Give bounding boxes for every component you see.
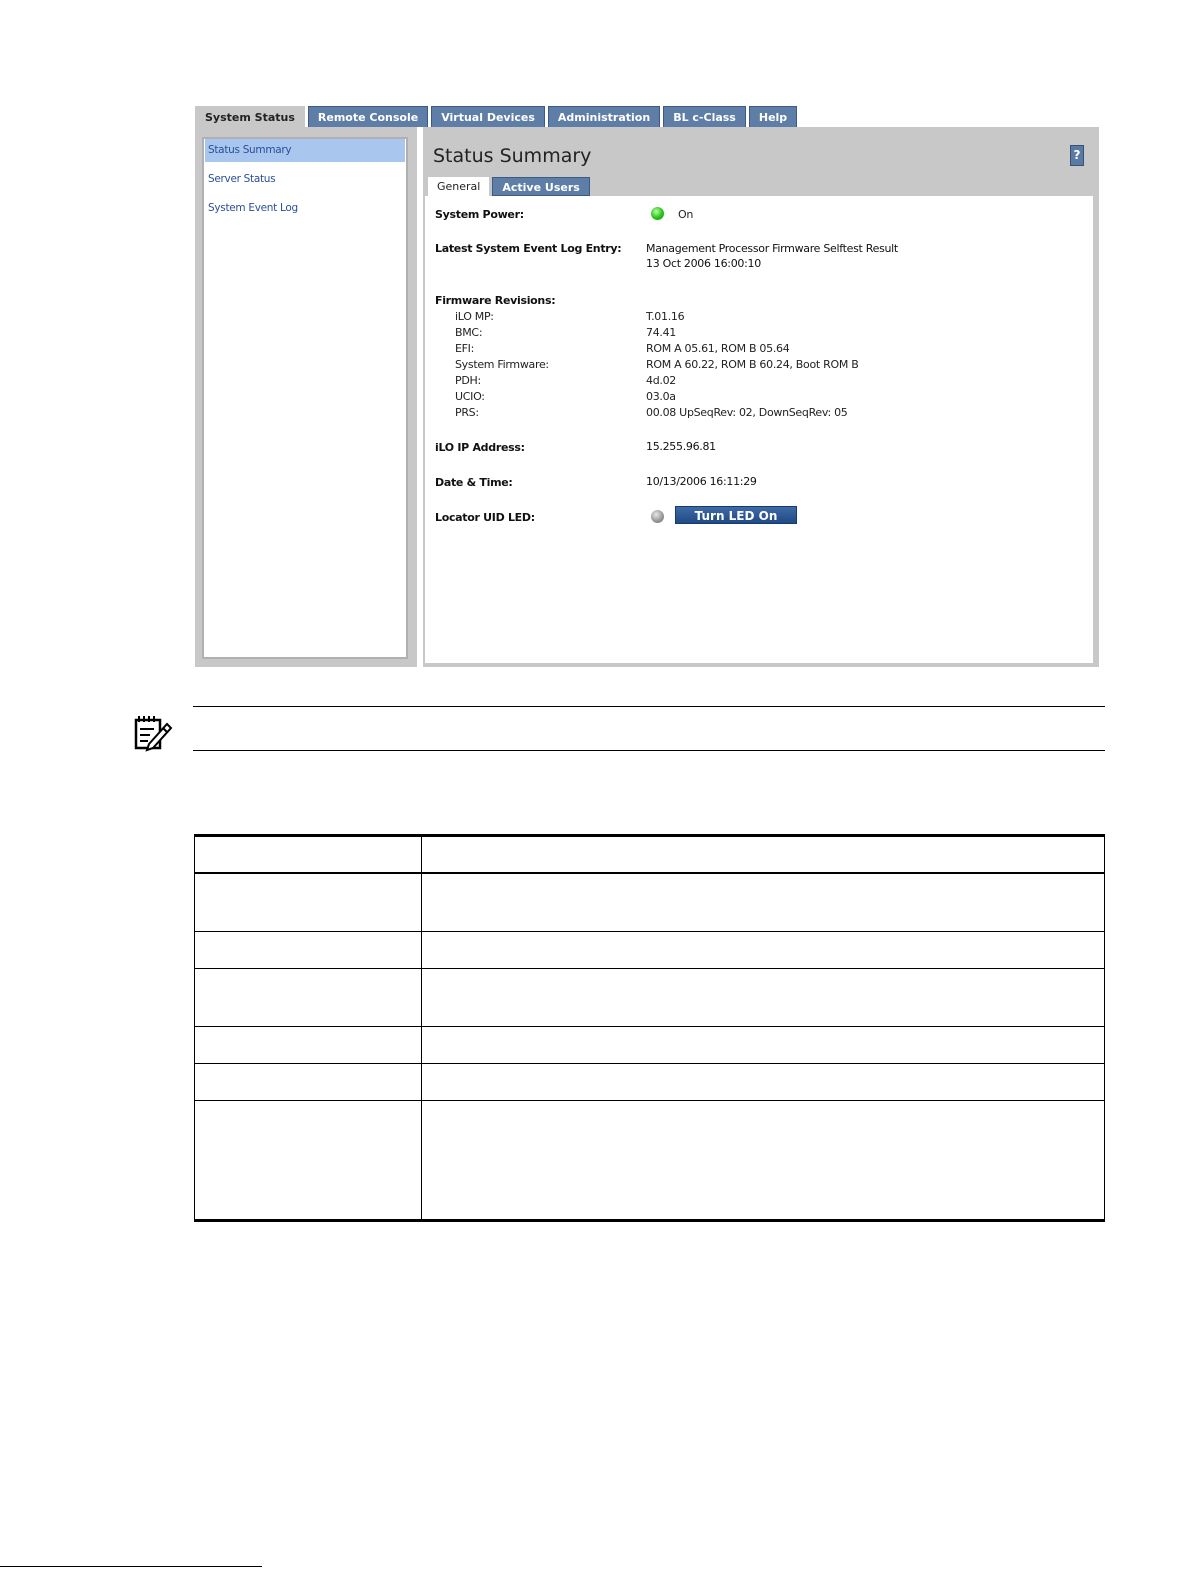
fw-prs-value: 00.08 UpSeqRev: 02, DownSeqRev: 05: [646, 406, 848, 419]
table-cell: [194, 1064, 421, 1100]
fw-pdh-value: 4d.02: [646, 374, 676, 387]
turn-led-on-button[interactable]: Turn LED On: [675, 506, 797, 524]
table-cell: [194, 932, 421, 968]
table-cell: [194, 1101, 421, 1219]
fw-bmc-label: BMC:: [455, 326, 483, 339]
tab-virtual-devices[interactable]: Virtual Devices: [431, 106, 545, 127]
sidebar-item-status-summary[interactable]: Status Summary: [205, 139, 405, 162]
sidebar: [202, 137, 408, 659]
table-cell: [194, 1027, 421, 1063]
fw-pdh-label: PDH:: [455, 374, 481, 387]
help-icon[interactable]: ?: [1070, 145, 1084, 166]
table-header-row: [194, 837, 1105, 874]
uid-label: Locator UID LED:: [435, 511, 535, 524]
fw-ilo-label: iLO MP:: [455, 310, 494, 323]
note-pencil-icon: [133, 712, 173, 752]
page-title: Status Summary: [433, 145, 592, 167]
tab-remote-console[interactable]: Remote Console: [308, 106, 428, 127]
event-log-timestamp: 13 Oct 2006 16:00:10: [646, 257, 761, 270]
datetime-label: Date & Time:: [435, 476, 513, 489]
power-led-icon: [651, 207, 664, 220]
table-cell: [421, 1027, 1105, 1063]
tab-administration[interactable]: Administration: [548, 106, 660, 127]
description-table: [194, 834, 1105, 1222]
firmware-label: Firmware Revisions:: [435, 294, 556, 307]
table-row: [194, 1027, 1105, 1064]
general-content: [425, 196, 1093, 663]
table-cell: [421, 969, 1105, 1026]
subtab-general[interactable]: General: [428, 177, 489, 197]
fw-system-value: ROM A 60.22, ROM B 60.24, Boot ROM B: [646, 358, 859, 371]
table-row: [194, 932, 1105, 969]
fw-bmc-value: 74.41: [646, 326, 676, 339]
fw-ilo-value: T.01.16: [646, 310, 685, 323]
top-tab-bar: [195, 106, 800, 128]
subtab-active-users[interactable]: Active Users: [492, 177, 589, 196]
table-row: [194, 1064, 1105, 1101]
main-panel: [425, 137, 1093, 663]
system-power-value: On: [678, 208, 694, 221]
tab-system-status[interactable]: System Status: [195, 106, 305, 128]
ip-label: iLO IP Address:: [435, 441, 525, 454]
system-power-label: System Power:: [435, 208, 524, 221]
table-cell: [421, 837, 1105, 872]
fw-system-label: System Firmware:: [455, 358, 549, 371]
sidebar-item-server-status[interactable]: Server Status: [208, 173, 276, 185]
table-cell: [194, 969, 421, 1026]
event-log-label: Latest System Event Log Entry:: [435, 242, 622, 255]
panel-divider: [417, 127, 423, 667]
table-cell: [421, 932, 1105, 968]
tab-help[interactable]: Help: [749, 106, 797, 127]
table-cell: [421, 1064, 1105, 1100]
fw-efi-value: ROM A 05.61, ROM B 05.64: [646, 342, 790, 355]
note-bottom-rule: [193, 750, 1105, 751]
table-row: [194, 1101, 1105, 1219]
table-cell: [421, 1101, 1105, 1219]
sidebar-item-system-event-log[interactable]: System Event Log: [208, 202, 298, 214]
footnote-rule: [0, 1566, 262, 1567]
fw-efi-label: EFI:: [455, 342, 475, 355]
ilo-frame: [195, 127, 1099, 667]
table-cell: [421, 874, 1105, 931]
tab-bl-c-class[interactable]: BL c-Class: [663, 106, 746, 127]
event-log-message: Management Processor Firmware Selftest Result: [646, 242, 898, 255]
subtab-bar: [428, 177, 593, 197]
table-row: [194, 874, 1105, 932]
table-cell: [194, 837, 421, 872]
datetime-value: 10/13/2006 16:11:29: [646, 475, 757, 488]
note-top-rule: [193, 706, 1105, 707]
ip-value: 15.255.96.81: [646, 440, 716, 453]
table-row: [194, 969, 1105, 1027]
fw-ucio-label: UCIO:: [455, 390, 485, 403]
uid-led-icon: [651, 510, 664, 523]
fw-ucio-value: 03.0a: [646, 390, 676, 403]
fw-prs-label: PRS:: [455, 406, 479, 419]
table-cell: [194, 874, 421, 931]
